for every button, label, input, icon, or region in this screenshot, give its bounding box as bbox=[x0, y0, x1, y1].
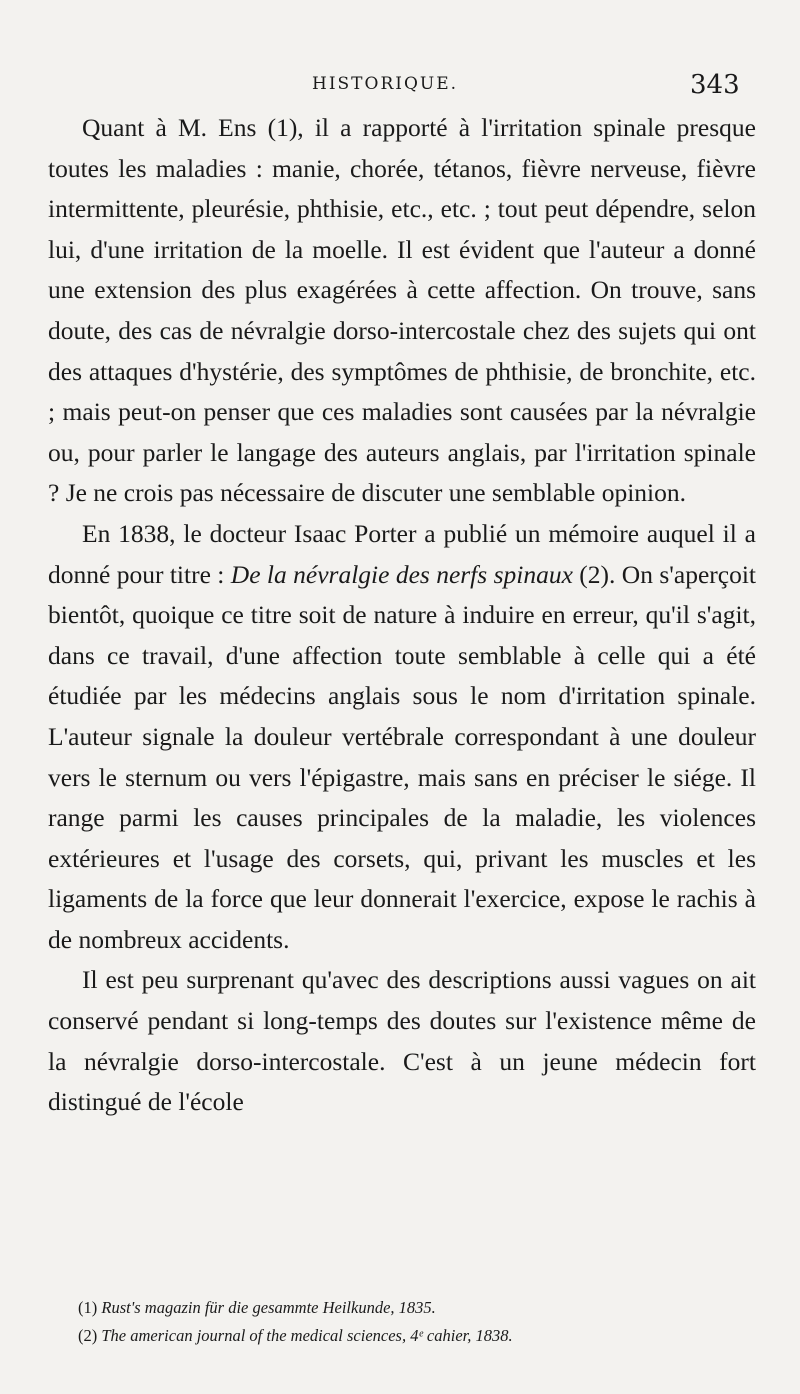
footnote-2-text: The american journal of the medical sciences, 4ᵉ cahier, 1838. bbox=[101, 1326, 513, 1345]
footnote-2-mark: (2) bbox=[78, 1326, 98, 1345]
paragraph-2-text-start: En 1838, le docteur Isaac Porter a publié un mémoire auquel il a donné pour titre : bbox=[48, 518, 756, 589]
footnote-1 bbox=[78, 1294, 758, 1322]
page-number: 343 bbox=[690, 70, 740, 100]
paragraph-2-text-end: (2). On s'aperçoit bientôt, quoique ce titre soit de nature à induire en erreur, qu'il s'agit, dans ce travail, d'une affection toute semblable à celle qui a été étudiée par les médecins anglais sous le nom d'irritation spinale. L'auteur signale la douleur vertébrale correspondant à une douleur vers le sternum ou vers l'épigastre, mais sans en préciser le siége. Il range parmi les causes principales de la maladie, les violences extérieures et l'usage des corsets, qui, privant les muscles et les ligaments de la force que leur donnerait l'exercice, expose le rachis à de nombreux accidents. bbox=[48, 559, 756, 954]
running-head: HISTORIQUE. bbox=[312, 74, 459, 94]
paragraph-3-text: Il est peu surprenant qu'avec des descriptions aussi vagues on ait conservé pendant si long-temps des doutes sur l'existence même de la névralgie dorso-intercostale. C'est à un jeune médecin fort distingué de l'école bbox=[48, 965, 756, 1117]
body-text bbox=[48, 108, 756, 1123]
paragraph-2 bbox=[48, 514, 756, 961]
footnote-1-mark: (1) bbox=[78, 1298, 98, 1317]
footnotes bbox=[78, 1294, 758, 1350]
paragraph-3 bbox=[48, 960, 756, 1122]
footnote-2 bbox=[78, 1322, 758, 1350]
page-header bbox=[0, 70, 800, 110]
paragraph-1-text: Quant à M. Ens (1), il a rapporté à l'irritation spinale presque toutes les maladies : manie, chorée, tétanos, fièvre nerveuse, fièvre intermittente, pleurésie, phthisie, etc., etc. ; tout peut dépendre, selon lui, d'une irritation de la moelle. Il est évident que l'auteur a donné une extension des plus exagérées à cette affection. On trouve, sans doute, des cas de névralgie dorso-intercostale chez des sujets qui ont des attaques d'hystérie, des symptômes de phthisie, de bronchite, etc. ; mais peut-on penser que ces maladies sont causées par la névralgie ou, pour parler le langage des auteurs anglais, par l'irritation spinale ? Je ne crois pas nécessaire de discuter une semblable opinion. bbox=[48, 113, 756, 508]
paragraph-1 bbox=[48, 108, 756, 514]
footnote-1-text: Rust's magazin für die gesammte Heilkunde, 1835. bbox=[101, 1298, 436, 1317]
cited-title: De la névralgie des nerfs spinaux bbox=[230, 559, 573, 589]
